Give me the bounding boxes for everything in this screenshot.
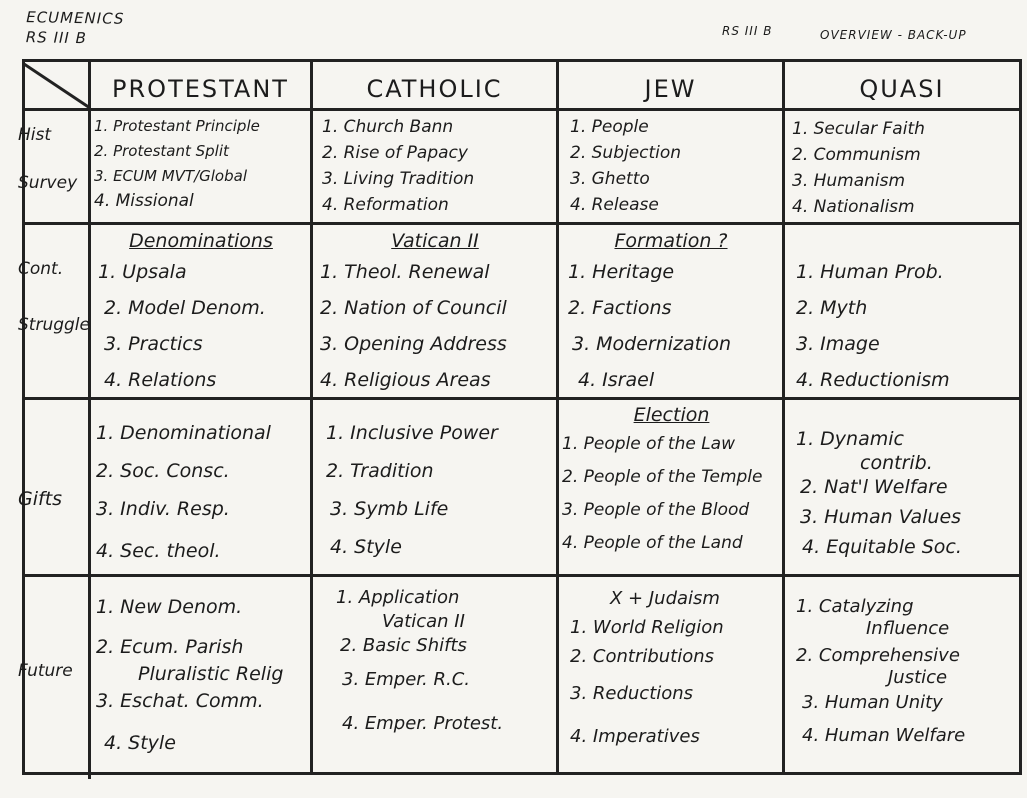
list-item: 1. Theol. Renewal xyxy=(320,261,490,283)
row-label-gifts: Gifts xyxy=(18,488,63,510)
cell-hist-catholic xyxy=(322,114,554,218)
cell-gifts-protestant xyxy=(96,414,308,570)
list-item-continued: contrib. xyxy=(860,454,933,472)
cell-subheading: Vatican II xyxy=(391,230,479,252)
list-item: 3. Emper. R.C. xyxy=(342,669,471,690)
list-item: 3. Human Unity xyxy=(802,692,943,713)
cell-hist-quasi xyxy=(792,116,1017,220)
list-item: 2. Rise of Papacy xyxy=(322,143,468,163)
list-item: 2. Soc. Consc. xyxy=(96,460,230,482)
grid-line-col1 xyxy=(310,59,313,775)
cell-subheading: X + Judaism xyxy=(610,588,720,609)
list-item: 2. Nation of Council xyxy=(320,297,507,319)
list-item: 3. ECUM MVT/Global xyxy=(94,167,247,185)
list-item: 2. Ecum. Parish xyxy=(96,636,244,658)
col-header-jew: JEW xyxy=(644,75,697,103)
grid-line-row3 xyxy=(22,574,1022,577)
list-item: 2. Comprehensive xyxy=(796,645,960,666)
cell-subheading: Denominations xyxy=(129,230,273,252)
list-item: 1. Human Prob. xyxy=(796,261,944,283)
heading-line-2: RS III B xyxy=(25,28,88,48)
grid-line-label-col xyxy=(88,59,91,779)
cell-subheading: Formation ? xyxy=(614,230,728,252)
cell-struggle-catholic xyxy=(316,228,554,398)
list-item: 3. Human Values xyxy=(800,506,962,528)
list-item: 1. Catalyzing xyxy=(796,596,914,617)
list-item: 1. Heritage xyxy=(568,261,675,283)
list-item: 3. Practics xyxy=(104,333,203,355)
list-item: 4. Relations xyxy=(104,369,217,391)
list-item: 3. People of the Blood xyxy=(562,500,750,520)
list-item: 4. Nationalism xyxy=(792,197,915,217)
list-item: 3. Ghetto xyxy=(570,169,650,189)
list-item: 2. Basic Shifts xyxy=(340,635,467,656)
list-item: 2. Model Denom. xyxy=(104,297,266,319)
grid-line-row1 xyxy=(22,222,1022,225)
list-item: 3. Symb Life xyxy=(330,498,449,520)
list-item: 2. Tradition xyxy=(326,460,434,482)
cell-struggle-jew xyxy=(562,228,780,398)
cell-future-catholic xyxy=(336,584,554,738)
cell-hist-protestant xyxy=(94,114,308,214)
list-item: 1. World Religion xyxy=(570,617,724,638)
list-item: 4. Imperatives xyxy=(570,726,700,747)
list-item: 4. People of the Land xyxy=(562,533,743,553)
list-item: 3. Opening Address xyxy=(320,333,507,355)
grid-line-right xyxy=(1019,59,1022,775)
list-item: 1. Application xyxy=(336,587,460,608)
cell-hist-jew xyxy=(570,114,780,218)
list-item: 2. People of the Temple xyxy=(562,467,763,487)
cell-gifts-jew xyxy=(562,402,781,560)
list-item: 4. Sec. theol. xyxy=(96,540,221,562)
list-item: 4. Style xyxy=(104,732,176,754)
list-item: 4. Reformation xyxy=(322,195,449,215)
list-item: 2. Myth xyxy=(796,297,868,319)
grid-line-col3 xyxy=(782,59,785,775)
list-item: 2. Communism xyxy=(792,145,921,165)
row-label-line: Cont. xyxy=(18,259,64,279)
list-item: 4. Equitable Soc. xyxy=(802,536,962,558)
row-label-line: Struggle xyxy=(18,315,90,335)
list-item: 1. Dynamic xyxy=(796,428,904,450)
list-item: 2. Factions xyxy=(568,297,672,319)
cell-future-quasi xyxy=(796,594,1017,748)
col-header-protestant: PROTESTANT xyxy=(112,75,289,103)
row-label-cont-struggle xyxy=(18,258,90,336)
list-item: 2. Nat'l Welfare xyxy=(800,476,948,498)
row-label-line: Survey xyxy=(18,173,78,193)
list-item-continued: Vatican II xyxy=(382,612,465,632)
list-item: 4. Religious Areas xyxy=(320,369,491,391)
list-item: 4. Release xyxy=(570,195,659,215)
list-item: 1. Denominational xyxy=(96,422,271,444)
corner-diagonal xyxy=(24,62,92,110)
list-item: 4. Missional xyxy=(94,191,194,211)
list-item: 1. Inclusive Power xyxy=(326,422,498,444)
list-item: 3. Indiv. Resp. xyxy=(96,498,230,520)
list-item: 1. People of the Law xyxy=(562,434,735,454)
list-item: 1. Upsala xyxy=(98,261,187,283)
list-item: 2. Protestant Split xyxy=(94,142,229,160)
list-item-continued: Pluralistic Relig xyxy=(138,663,284,685)
list-item: 1. People xyxy=(570,117,649,137)
list-item: 4. Human Welfare xyxy=(802,725,966,746)
list-item: 4. Emper. Protest. xyxy=(342,713,504,734)
list-item-continued: Influence xyxy=(866,619,950,639)
cell-struggle-quasi xyxy=(796,254,1017,398)
list-item: 4. Style xyxy=(330,536,402,558)
row-label-hist-survey xyxy=(18,124,77,194)
row-label-line: Hist xyxy=(18,125,52,145)
list-item: 3. Humanism xyxy=(792,171,906,191)
cell-gifts-catholic xyxy=(326,414,554,566)
list-item-continued: Justice xyxy=(888,668,948,688)
list-item: 2. Contributions xyxy=(570,646,715,667)
list-item: 4. Reductionism xyxy=(796,369,950,391)
col-header-quasi: QUASI xyxy=(859,75,945,103)
list-item: 3. Living Tradition xyxy=(322,169,475,189)
list-item: 4. Israel xyxy=(578,369,655,391)
course-code: RS III B xyxy=(722,24,773,38)
cell-struggle-protestant xyxy=(94,228,308,398)
list-item: 3. Modernization xyxy=(572,333,732,355)
cell-future-jew xyxy=(570,584,780,751)
list-item: 1. Church Bann xyxy=(322,117,454,137)
cell-subheading: Election xyxy=(633,404,710,426)
list-item: 1. New Denom. xyxy=(96,596,243,618)
row-label-future: Future xyxy=(18,661,73,681)
document-course-heading xyxy=(26,7,125,49)
grid-line-col2 xyxy=(556,59,559,775)
cell-future-protestant xyxy=(96,592,308,758)
cell-gifts-quasi xyxy=(796,424,1017,562)
heading-line-1: ECUMENICS xyxy=(26,8,125,28)
list-item: 3. Image xyxy=(796,333,880,355)
list-item: 3. Reductions xyxy=(570,683,694,704)
list-item: 1. Secular Faith xyxy=(792,119,925,139)
col-header-catholic: CATHOLIC xyxy=(366,75,503,103)
list-item: 2. Subjection xyxy=(570,143,682,163)
list-item: 3. Eschat. Comm. xyxy=(96,690,264,712)
list-item: 1. Protestant Principle xyxy=(94,117,260,135)
grid-line-bottom xyxy=(22,772,1022,775)
grid-line-top xyxy=(22,59,1022,62)
grid-line-header xyxy=(22,108,1022,111)
document-title: OVERVIEW - BACK-UP xyxy=(820,28,967,42)
